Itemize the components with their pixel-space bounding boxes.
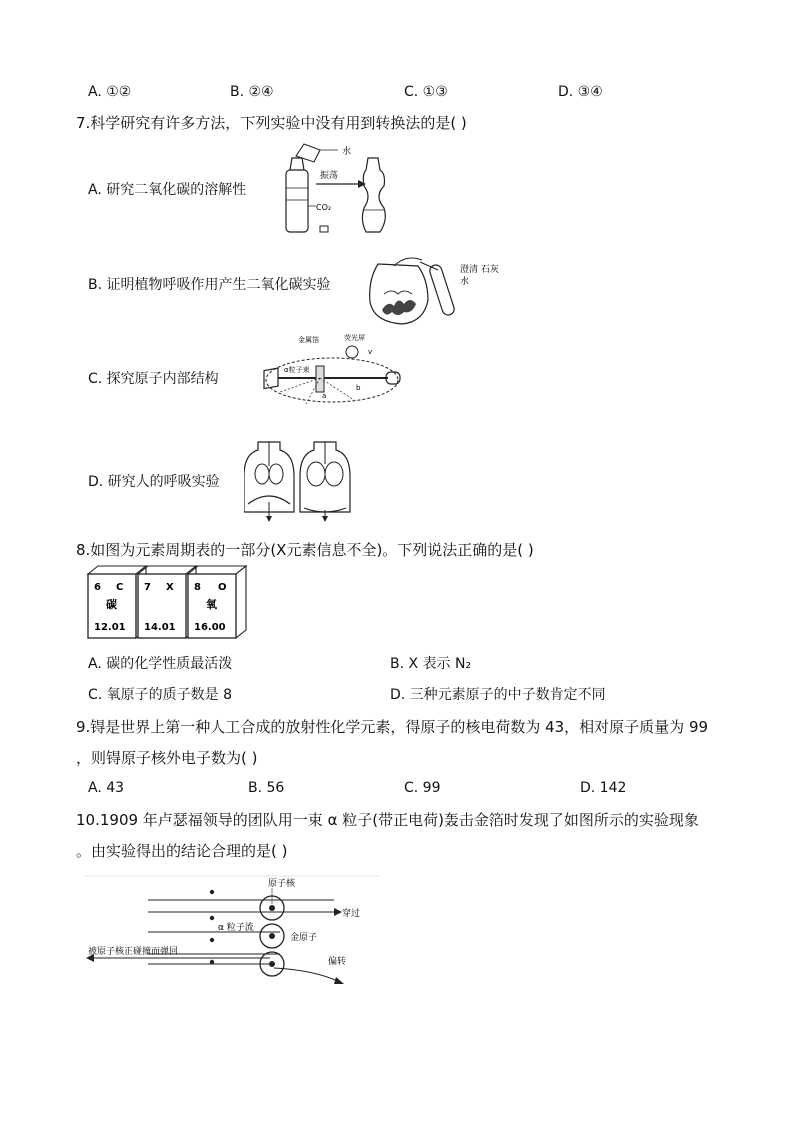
fig-alpha-label: α 粒子流 — [218, 923, 254, 933]
fig-nucleus-label: 原子核 — [268, 879, 296, 889]
fig-c-v-label: v — [368, 348, 373, 356]
q7-stem: 7.科学研究有许多方法，下列实验中没有用到转换法的是( ) — [76, 114, 467, 132]
q6-option-b: B. ②④ — [230, 84, 274, 100]
oxygen-mass: 16.00 — [194, 622, 226, 633]
q9-stem-line2: ，则锝原子核外电子数为( ) — [76, 749, 258, 767]
fig-a-shake-label: 振荡 — [320, 171, 339, 181]
q7-option-d: D. 研究人的呼吸实验 — [88, 474, 220, 490]
q9-stem-line1: 9.锝是世界上第一种人工合成的放射性化学元素，得原子的核电荷数为 43，相对原子质量为 99 — [76, 718, 709, 736]
q9-option-c: C. 99 — [404, 780, 441, 796]
q10-stem-line2: 。由实验得出的结论合理的是( ) — [76, 842, 288, 860]
q8-option-a: A. 碳的化学性质最活泼 — [88, 656, 233, 672]
fig-c-beam-label: α粒子束 — [284, 366, 310, 374]
fig-b-limewater-label: 澄清 石灰 — [460, 265, 499, 275]
oxygen-name: 氧 — [206, 598, 217, 611]
oxygen-symbol: O — [218, 582, 227, 593]
q6-option-a: A. ①② — [88, 84, 132, 100]
fig-c-screen-label: 荧光屏 — [344, 334, 365, 342]
q8-stem: 8.如图为元素周期表的一部分(X元素信息不全)。下列说法正确的是( ) — [76, 541, 534, 559]
fig-bounce-label: 被原子核正碰撞而弹回 — [88, 947, 179, 957]
carbon-symbol: C — [116, 582, 124, 593]
q7-option-a: A. 研究二氧化碳的溶解性 — [88, 182, 247, 198]
carbon-number: 6 — [94, 582, 101, 593]
q10-rutherford-figure — [84, 874, 384, 986]
fig-c-foil-label: 金属箔 — [298, 336, 319, 344]
fig-a-co2-label: CO₂ — [316, 203, 332, 212]
q8-periodic-table-figure — [86, 564, 256, 644]
q9-option-d: D. 142 — [580, 780, 627, 796]
oxygen-number: 8 — [194, 582, 201, 593]
q10-stem-line1: 10.1909 年卢瑟福领导的团队用一束 α 粒子(带正电荷)轰击金箔时发现了如图所示的实验现象 — [76, 811, 699, 829]
carbon-name: 碳 — [106, 598, 117, 611]
periodic-cell-oxygen — [188, 566, 246, 638]
carbon-mass: 12.01 — [94, 622, 126, 633]
x-mass: 14.01 — [144, 622, 176, 633]
q7-figure-c — [256, 332, 406, 412]
q9-option-a: A. 43 — [88, 780, 125, 796]
q7-figure-d — [244, 436, 356, 522]
fig-gold-label: 金原子 — [290, 933, 318, 943]
fig-pass-label: 穿过 — [342, 909, 361, 919]
q8-option-b: B. X 表示 N₂ — [390, 656, 472, 672]
q8-option-d: D. 三种元素原子的中子数肯定不同 — [390, 687, 606, 703]
fig-c-a-label: a — [322, 392, 327, 400]
q7-figure-a — [280, 140, 400, 238]
periodic-cell-carbon — [88, 566, 146, 638]
fig-deflect-label: 偏转 — [328, 957, 347, 967]
q7-option-b: B. 证明植物呼吸作用产生二氧化碳实验 — [88, 277, 331, 293]
x-symbol: X — [166, 582, 174, 593]
q9-option-b: B. 56 — [248, 780, 285, 796]
q6-option-c: C. ①③ — [404, 84, 448, 100]
fig-a-water-label: 水 — [342, 147, 352, 157]
x-number: 7 — [144, 582, 151, 593]
fig-c-b-label: b — [356, 384, 361, 392]
periodic-cell-x — [138, 566, 196, 638]
q6-option-d: D. ③④ — [558, 84, 603, 100]
q7-option-c: C. 探究原子内部结构 — [88, 371, 219, 387]
q7-figure-b — [362, 250, 512, 328]
q8-option-c: C. 氧原子的质子数是 8 — [88, 687, 233, 703]
fig-b-water-label: 水 — [460, 277, 470, 287]
